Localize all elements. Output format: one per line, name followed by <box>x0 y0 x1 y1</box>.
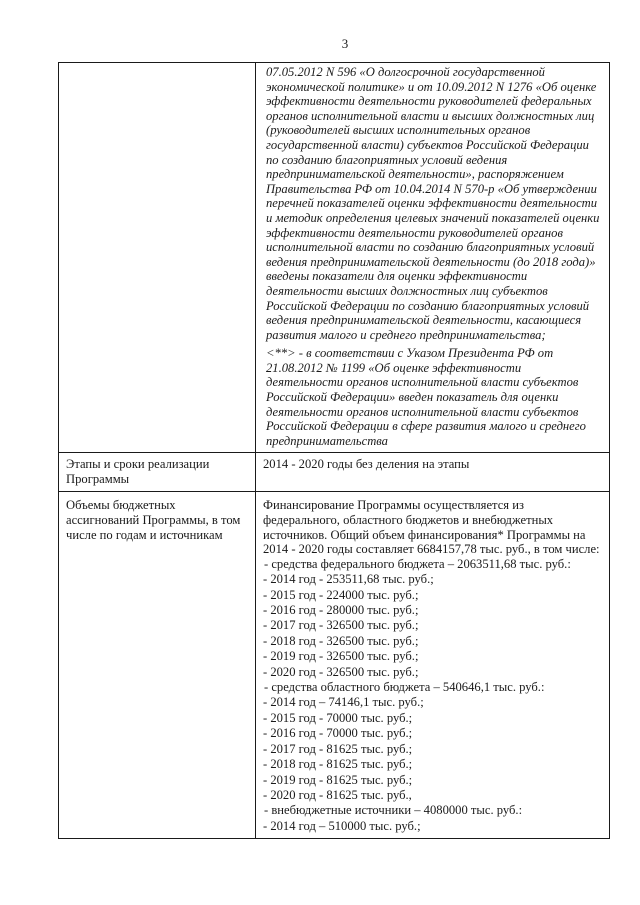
budget-federal-2018: - 2018 год - 326500 тыс. руб.; <box>263 633 419 648</box>
notes-row-content <box>256 63 610 453</box>
notes-paragraph-footnote: <**> - в соответствии с Указом Президента РФ от 21.08.2012 № 1199 «Об оценке эффективности деятельности органов исполнительной власти субъектов Российской Федерации» введен показатель для оценки деятельности органов исполнительной власти субъектов Российской Федерации в сфере развития малого и среднего предпринимательства <box>266 346 586 448</box>
stages-row-label: Этапы и сроки реализации Программы <box>59 453 256 492</box>
budget-list <box>263 557 601 834</box>
notes-row-label <box>59 63 256 453</box>
budget-regional-2015: - 2015 год - 70000 тыс. руб.; <box>263 710 413 725</box>
notes-paragraph-decrees: 07.05.2012 N 596 «О долгосрочной государственной экономической политике» и от 10.09.2012 N 1276 «Об оценке эффективности деятельности руководителей федеральных органов исполнительной власти и высших должностных лиц (руководителей высших исполнительных органов государственной власти) субъектов Российской Федерации по созданию благоприятных условий ведения предпринимательской деятельности», распоряжением Правительства РФ от 10.04.2014 N 570-р «Об утверждении перечней показателей оценки эффективности деятельности и методик определения целевых значений показателей оценки эффективности деятельности руководителей органов исполнительной власти по созданию благоприятных условий ведения предпринимательской деятельности (до 2018 года)» введены показатели для оценки эффективности деятельности высших должностных лиц субъектов Российской Федерации по созданию благоприятных условий ведения предпринимательской деятельности, касающиеся развития малого и среднего предпринимательства; <box>266 65 600 342</box>
budget-regional-2014: - 2014 год – 74146,1 тыс. руб.; <box>263 695 424 710</box>
budget-federal-2019: - 2019 год - 326500 тыс. руб.; <box>263 649 419 664</box>
budget-regional-2018: - 2018 год - 81625 тыс. руб.; <box>263 757 413 772</box>
budget-regional-total: - средства областного бюджета – 540646,1 тыс. руб.: <box>264 680 545 695</box>
budget-regional-2020: - 2020 год - 81625 тыс. руб., <box>263 787 412 802</box>
budget-regional-2017: - 2017 год - 81625 тыс. руб.; <box>263 741 413 756</box>
budget-row <box>59 492 610 839</box>
budget-regional-2019: - 2019 год - 81625 тыс. руб.; <box>263 772 413 787</box>
stages-row <box>59 453 610 492</box>
page-number: 3 <box>341 36 349 51</box>
budget-federal-2015: - 2015 год - 224000 тыс. руб.; <box>263 587 419 602</box>
budget-extrabudgetary-2014: - 2014 год – 510000 тыс. руб.; <box>263 818 421 833</box>
budget-extrabudgetary-total: - внебюджетные источники – 4080000 тыс. руб.: <box>264 803 523 818</box>
budget-federal-2017: - 2017 год - 326500 тыс. руб.; <box>263 618 419 633</box>
notes-row <box>59 63 610 453</box>
program-passport-table <box>58 62 610 839</box>
budget-row-label: Объемы бюджетных ассигнований Программы, в том числе по годам и источникам <box>59 492 256 839</box>
stages-row-value: 2014 - 2020 годы без деления на этапы <box>256 453 610 492</box>
budget-federal-2016: - 2016 год - 280000 тыс. руб.; <box>263 603 419 618</box>
budget-federal-total: - средства федерального бюджета – 2063511,68 тыс. руб.: <box>264 556 571 571</box>
budget-federal-2014: - 2014 год - 253511,68 тыс. руб.; <box>263 572 434 587</box>
budget-regional-2016: - 2016 год - 70000 тыс. руб.; <box>263 726 413 741</box>
budget-federal-2020: - 2020 год - 326500 тыс. руб.; <box>263 664 419 679</box>
budget-intro: Финансирование Программы осуществляется из федерального, областного бюджетов и внебюджетных источников. Общий объем финансирования* Программы на 2014 - 2020 годы составляет 6684157,78 тыс. руб., в том числе: <box>263 498 600 557</box>
budget-row-content <box>256 492 610 839</box>
